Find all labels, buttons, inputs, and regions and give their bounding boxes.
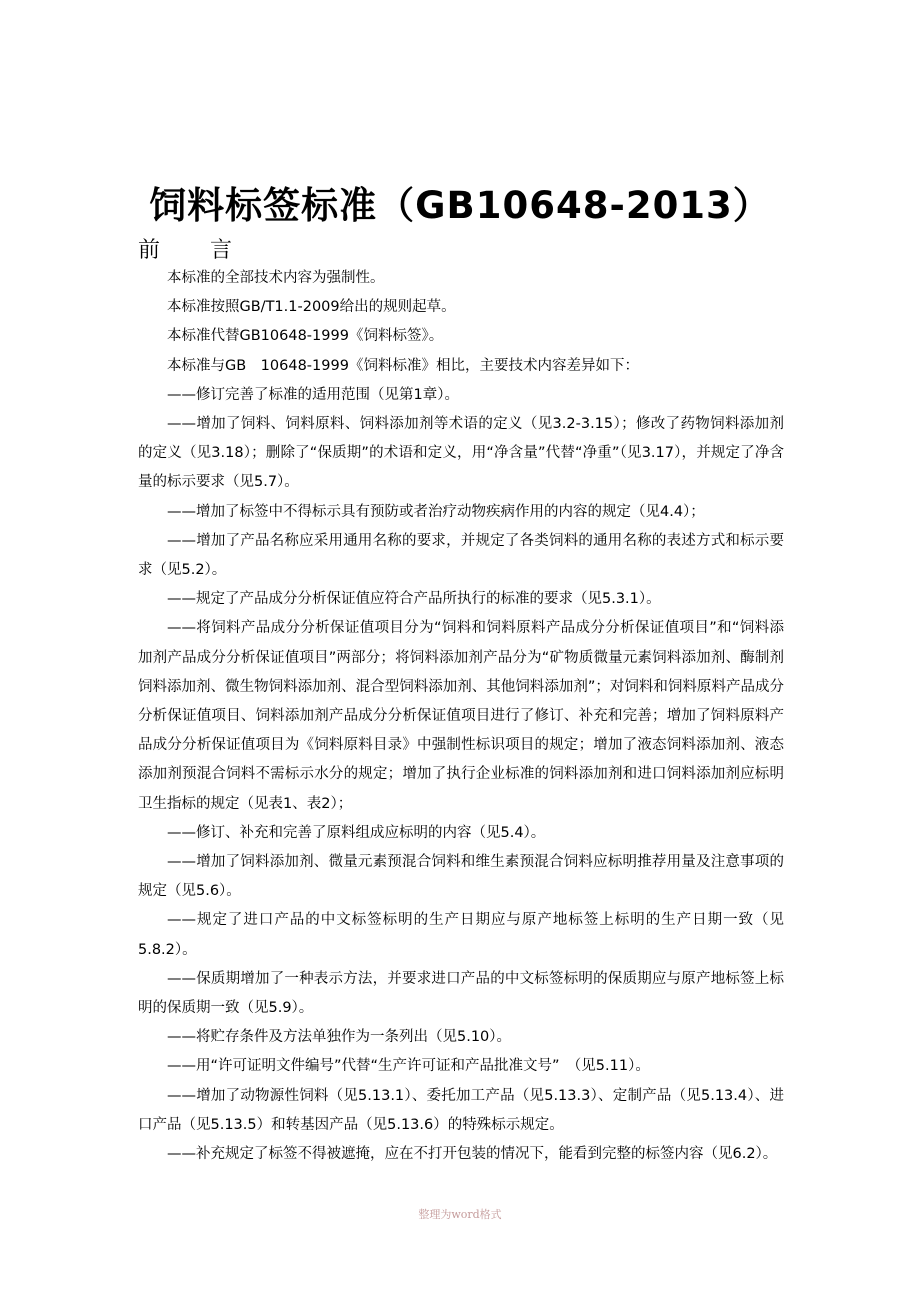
page-footer: 整理为word格式 [418,1208,502,1221]
paragraph: ——增加了饲料添加剂、微量元素预混合饲料和维生素预混合饲料应标明推荐用量及注意事项的规定（见5.6）。 [138,854,784,900]
paragraph: ——增加了饲料、饲料原料、饲料添加剂等术语的定义（见3.2-3.15）；修改了药物饲料添加剂的定义（见3.18）；删除了“保质期”的术语和定义，用“净含量”代替“净重”（见3.17），并规定了净含量的标示要求（见5.7）。 [138,416,784,491]
paragraph: 本标准与GB 10648-1999《饲料标准》相比，主要技术内容差异如下： [167,357,639,374]
paragraph: ——用“许可证明文件编号”代替“生产许可证和产品批准文号” （见5.11）。 [167,1058,650,1075]
body-text [138,264,784,1169]
paragraph: ——增加了动物源性饲料（见5.13.1）、委托加工产品（见5.13.3）、定制产品（见5.13.4）、进口产品（见5.13.5）和转基因产品（见5.13.6）的特殊标示规定。 [138,1087,784,1133]
paragraph: ——补充规定了标签不得被遮掩，应在不打开包装的情况下，能看到完整的标签内容（见6.2）。 [167,1146,778,1163]
paragraph: ——规定了产品成分分析保证值应符合产品所执行的标准的要求（见5.3.1）。 [167,591,661,608]
paragraph: ——修订完善了标准的适用范围（见第1章）。 [167,386,459,403]
document-title: 饲料标签标准（GB10648-2013） [149,184,771,227]
section-heading: 前 言 [138,238,247,263]
paragraph: 本标准代替GB10648-1999《饲料标签》。 [167,328,444,345]
paragraph: 本标准按照GB/T1.1-2009给出的规则起草。 [167,299,456,316]
paragraph: ——将贮存条件及方法单独作为一条列出（见5.10）。 [167,1029,512,1046]
paragraph: ——增加了标签中不得标示具有预防或者治疗动物疾病作用的内容的规定（见4.4）； [167,503,705,520]
paragraph: ——增加了产品名称应采用通用名称的要求，并规定了各类饲料的通用名称的表述方式和标示要求（见5.2）。 [138,532,784,579]
paragraph: ——保质期增加了一种表示方法，并要求进口产品的中文标签标明的保质期应与原产地标签上标明的保质期一致（见5.9）。 [138,970,784,1017]
paragraph: ——将饲料产品成分分析保证值项目分为“饲料和饲料原料产品成分分析保证值项目”和“饲料添加剂产品成分分析保证值项目”两部分；将饲料添加剂产品分为“矿物质微量元素饲料添加剂、酶制剂饲料添加剂、微生物饲料添加剂、混合型饲料添加剂、其他饲料添加剂”；对饲料和饲料原料产品成分分析保证值项目、饲料添加剂产品成分分析保证值项目进行了修订、补充和完善；增加了饲料原料产品成分分析保证值项目为《饲料原料目录》中强制性标识项目的规定；增加了液态饲料添加剂、液态添加剂预混合饲料不需标示水分的规定；增加了执行企业标准的饲料添加剂和进口饲料添加剂应标明卫生指标的规定（见表1、表2）； [138,620,784,812]
paragraph: ——修订、补充和完善了原料组成应标明的内容（见5.4）。 [167,824,546,841]
paragraph: ——规定了进口产品的中文标签标明的生产日期应与原产地标签上标明的生产日期一致（见5.8.2）。 [138,912,784,958]
paragraph: 本标准的全部技术内容为强制性。 [167,270,385,286]
